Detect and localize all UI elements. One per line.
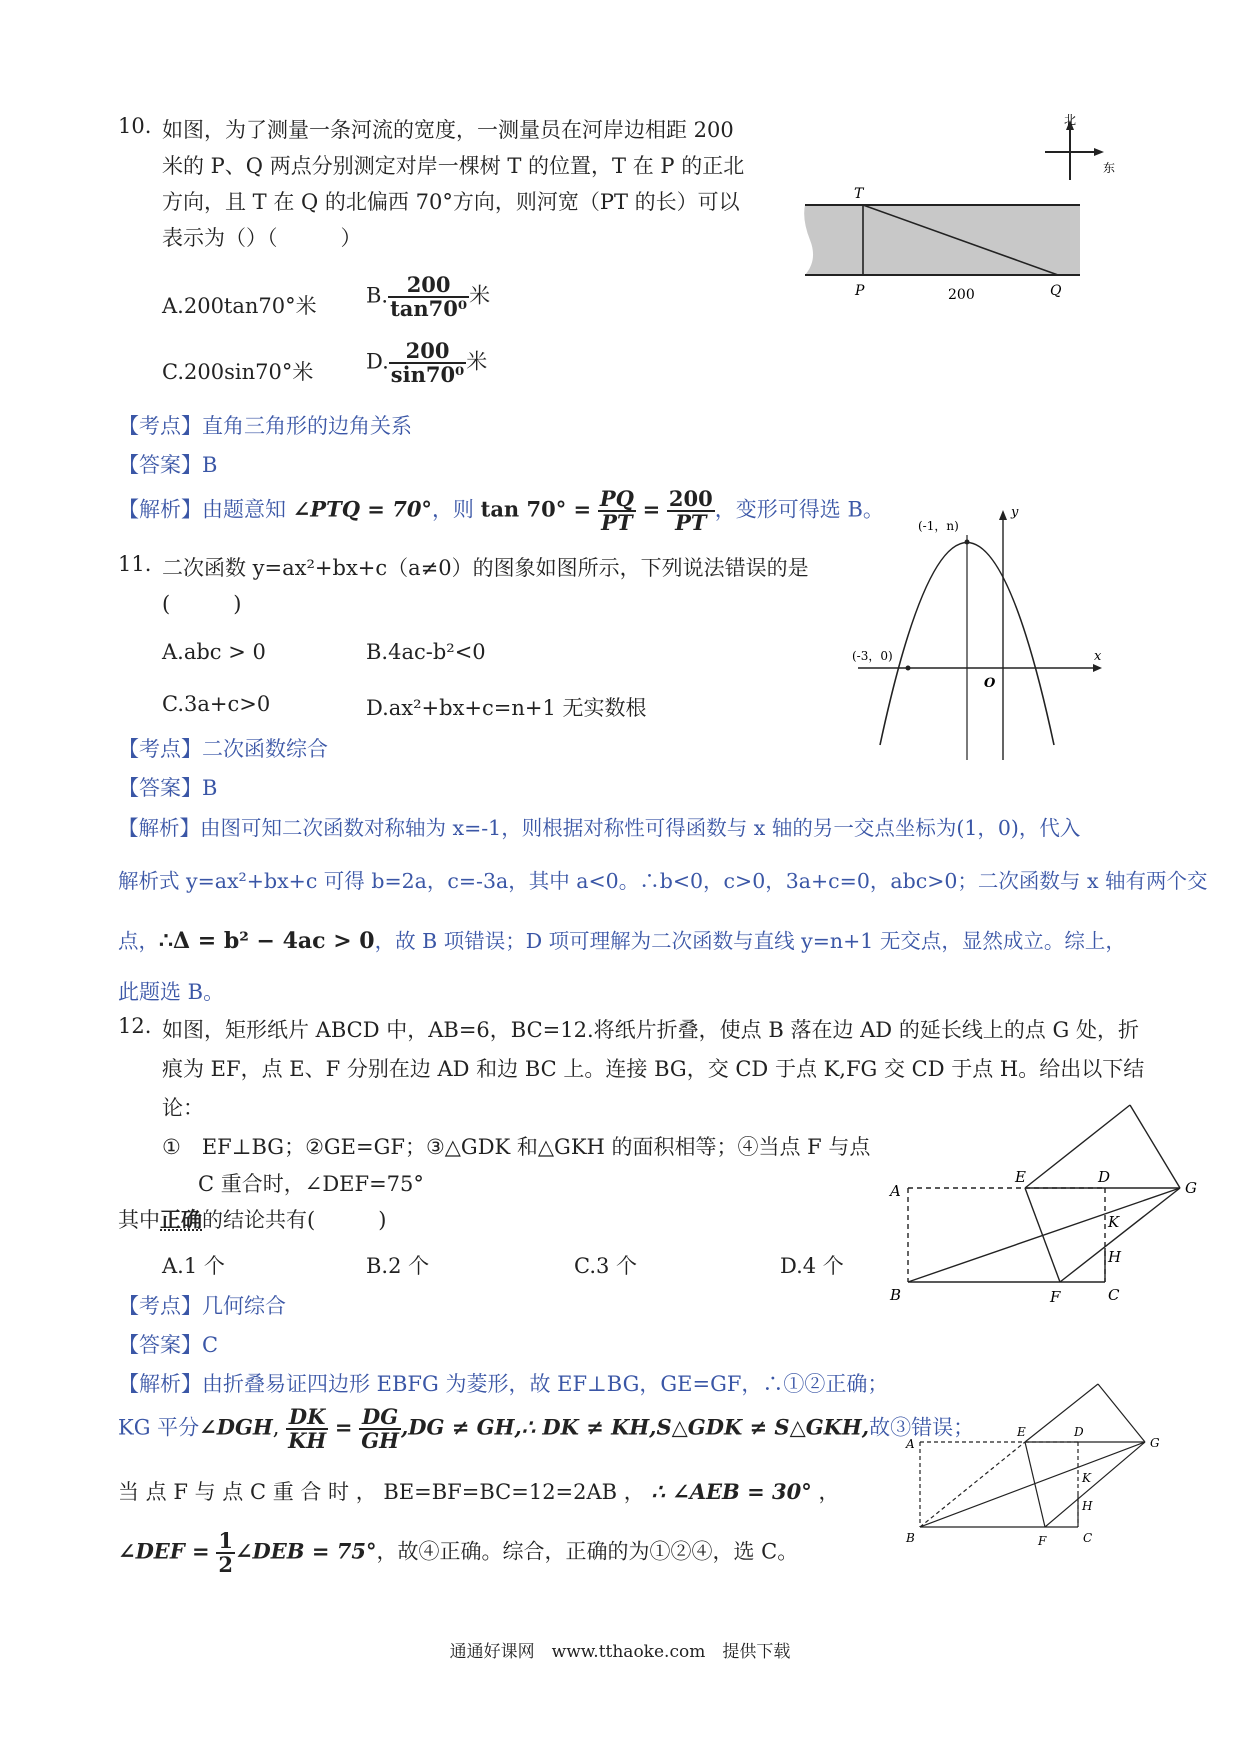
q12-option-c: C.3 个: [574, 1254, 638, 1278]
q12-j3-end: ，: [818, 1480, 840, 1504]
q10-stem-line2: 米的 P、Q 两点分别测定对岸一棵树 T 的位置，T 在 P 的正北: [162, 154, 745, 178]
q12-fig1-label-b: B: [890, 1286, 902, 1304]
q12-fig1-label-d: D: [1098, 1168, 1111, 1186]
q10-jiexi-frac1-den: PT: [601, 510, 633, 536]
q11-option-a: A.abc > 0: [162, 640, 266, 664]
q12-fig1-label-h: H: [1108, 1248, 1122, 1266]
q12-stem-line1: 如图，矩形纸片 ABCD 中，AB=6，BC=12.将纸片折叠，使点 B 落在边 AD 的延长线上的点 G 处，折: [162, 1018, 1139, 1042]
q10-jiexi-post: ，变形可得选 B。: [714, 497, 884, 522]
q10-option-d-denominator: sin70⁰: [390, 362, 465, 388]
q12-jiexi-line3: [118, 1476, 839, 1506]
q10-option-b: [366, 274, 490, 320]
q12-option-d: D.4 个: [780, 1254, 844, 1278]
q10-option-b-denominator: tan70⁰: [390, 296, 468, 322]
q12-stem-line2: 痕为 EF，点 E、F 分别在边 AD 和边 BC 上。连接 BG，交 CD 于点 K,FG 交 CD 于点 H。给出以下结: [162, 1057, 1145, 1081]
q12-option-b: B.2 个: [366, 1254, 430, 1278]
q10-stem-line1: 如图，为了测量一条河流的宽度，一测量员在河岸边相距 200: [162, 118, 734, 142]
q11-answer: 【答案】B: [118, 776, 218, 800]
q11-option-c: C.3a+c>0: [162, 692, 271, 716]
q12-j4-den: 2: [218, 1552, 233, 1578]
q10-fig-label-t: T: [854, 186, 864, 202]
q12-fold-figure-1: [880, 1100, 1210, 1320]
q11-fig-vertex-label: (-1，n): [918, 519, 959, 533]
q12-jiexi-line1: 【解析】由折叠易证四边形 EBFG 为菱形，故 EF⊥BG，GE=GF，∴①②正确；: [118, 1372, 889, 1396]
vertex-point: [965, 540, 970, 545]
y-axis-arrow-icon: [999, 510, 1007, 520]
q10-option-b-unit: 米: [469, 283, 491, 308]
q12-jiexi-line2: KG 平分∠DGH, $\frac{DK}{KH}$ = $\frac{DG}{GH}$ ,DG ≠ GH,∴ DK ≠ KH,S△GDK ≠ S△GKH,故③错误；: [118, 1404, 975, 1454]
q10-fig-north: 北: [1064, 113, 1077, 127]
q12-question-suffix: 的结论共有( ): [202, 1208, 387, 1232]
q10-jiexi: [118, 488, 884, 534]
q12-fig2-label-k: K: [1082, 1471, 1091, 1485]
q11-jiexi-line1: 【解析】由图可知二次函数对称轴为 x=-1，则根据对称性可得函数与 x 轴的另一交点坐标为(1，0)，代入: [118, 816, 1081, 840]
q12-j4-mid: ∠DEB = 75°: [234, 1538, 377, 1564]
q11-fig-y-label: y: [1011, 505, 1019, 520]
q10-answer: 【答案】B: [118, 453, 218, 477]
q12-jiexi-line4: [118, 1530, 798, 1576]
x-axis-arrow-icon: [1093, 664, 1102, 672]
q12-j2-prefix: KG 平分: [118, 1415, 200, 1440]
q12-conclusions-line1: ① EF⊥BG；②GE=GF；③△GDK 和△GKH 的面积相等；④当点 F 与点: [162, 1135, 871, 1159]
q10-option-d: [366, 340, 487, 386]
q12-j2-angle: ∠DGH: [199, 1414, 273, 1440]
q10-jiexi-tan: tan 70° =: [480, 496, 592, 522]
q10-jiexi-angle: ∠PTQ = 70°: [292, 496, 432, 522]
q12-fig2-label-f: F: [1038, 1534, 1047, 1548]
q10-river-figure: [800, 110, 1130, 310]
q12-fig1-label-g: G: [1185, 1179, 1197, 1197]
q10-option-b-numerator: 200: [388, 274, 469, 298]
page-footer: 通通好课网 www.tthaoke.com 提供下载: [449, 1642, 791, 1662]
q12-j2-rest: ,DG ≠ GH,∴ DK ≠ KH,S△GDK ≠ S△GKH,: [400, 1414, 870, 1440]
q10-option-d-numerator: 200: [389, 340, 467, 364]
q10-stem-line4: 表示为（）（ ）: [162, 226, 362, 250]
q11-jiexi3-math: ∴Δ = b² − 4ac > 0: [159, 928, 375, 954]
q10-option-c: C.200sin70°米: [162, 360, 314, 384]
q11-jiexi-line4: 此题选 B。: [118, 980, 225, 1004]
q11-fig-root-label: (-3，0): [852, 649, 893, 663]
q10-option-d-prefix: D.: [366, 349, 389, 374]
q11-jiexi-line2: 解析式 y=ax²+bx+c 可得 b=2a，c=-3a，其中 a<0。∴b<0，c>0，3a+c=0，abc>0；二次函数与 x 轴有两个交: [118, 869, 1208, 893]
q11-jiexi-line3: [118, 924, 1126, 954]
q12-j2-post: 故③错误；: [869, 1415, 975, 1440]
q10-jiexi-mid: ，则: [431, 497, 474, 522]
q12-j3-text: 当 点 F 与 点 C 重 合 时 ， BE=BF=BC=12=2AB ，: [118, 1480, 645, 1504]
q10-jiexi-prefix: 【解析】由题意知: [118, 497, 286, 522]
q10-jiexi-frac2-num: 200: [668, 486, 713, 511]
q12-question: [118, 1204, 386, 1234]
q12-conclusions-line2: C 重合时，∠DEF=75°: [198, 1172, 424, 1196]
q12-fig1-label-e: E: [1015, 1168, 1026, 1186]
q11-stem: 二次函数 y=ax²+bx+c（a≠0）的图象如图所示，下列说法错误的是: [162, 556, 809, 580]
q12-option-a: A.1 个: [162, 1254, 225, 1278]
q11-parabola-figure: [848, 500, 1112, 765]
q11-number: 11.: [118, 552, 152, 576]
q11-paren: ( ): [162, 592, 242, 616]
q12-fig2-label-d: D: [1074, 1425, 1084, 1439]
q10-jiexi-frac1-num: PQ: [599, 486, 634, 511]
q10-option-a: A.200tan70°米: [162, 294, 317, 318]
q10-number: 10.: [118, 114, 152, 138]
q10-kaodian: 【考点】直角三角形的边角关系: [118, 414, 412, 438]
q12-j2-eq: =: [334, 1414, 353, 1440]
q11-fig-origin-label: O: [984, 676, 996, 691]
q10-fig-label-q: Q: [1050, 283, 1062, 299]
q12-fig2-label-c: C: [1083, 1531, 1093, 1545]
q12-fig2-label-e: E: [1017, 1425, 1026, 1439]
q12-j2-frac2-den: GH: [361, 1428, 399, 1454]
q12-stem-line3: 论：: [162, 1096, 204, 1120]
q12-fig1-label-f: F: [1050, 1288, 1061, 1306]
q12-j4-prefix: ∠DEF =: [118, 1538, 210, 1564]
q12-fig2-label-g: G: [1150, 1436, 1160, 1450]
q12-fig1-label-k: K: [1108, 1213, 1120, 1231]
q12-j4-post: ，故④正确。综合，正确的为①②④，选 C。: [376, 1539, 799, 1564]
q12-j3-math: ∴ ∠AEB = 30°: [651, 1479, 812, 1504]
q12-kaodian: 【考点】几何综合: [118, 1294, 286, 1318]
q10-fig-east: 东: [1103, 161, 1116, 175]
q12-fig2-label-a: A: [906, 1437, 915, 1451]
q10-jiexi-eq: =: [642, 496, 661, 522]
q12-fig1-label-a: A: [890, 1182, 901, 1200]
q11-fig-x-label: x: [1094, 649, 1102, 664]
q12-question-prefix: 其中: [118, 1208, 160, 1232]
q11-option-b: B.4ac-b²<0: [366, 640, 486, 664]
q11-jiexi3-prefix: 点，: [118, 929, 159, 953]
q10-stem-line3: 方向，且 T 在 Q 的北偏西 70°方向，则河宽（PT 的长）可以: [162, 190, 740, 214]
q11-jiexi3-post: ，故 B 项错误；D 项可理解为二次函数与直线 y=n+1 无交点，显然成立。综上，: [374, 929, 1126, 953]
q12-j2-frac1-den: KH: [288, 1428, 327, 1454]
river-shape: [804, 205, 1080, 275]
q10-fig-distance: 200: [948, 287, 975, 303]
q12-j2-frac2-num: DG: [359, 1406, 401, 1430]
q12-number: 12.: [118, 1014, 152, 1038]
q12-j2-frac1-num: DK: [286, 1406, 328, 1430]
q12-answer: 【答案】C: [118, 1333, 219, 1357]
q12-fig2-label-b: B: [906, 1531, 915, 1545]
q12-question-emphasis: 正确: [160, 1207, 202, 1232]
q10-fig-label-p: P: [855, 283, 865, 299]
compass-icon: [1045, 120, 1104, 180]
q12-j4-num: 1: [218, 1528, 233, 1553]
q12-fig1-label-c: C: [1108, 1286, 1120, 1304]
q11-option-d: D.ax²+bx+c=n+1 无实数根: [366, 696, 647, 720]
q10-jiexi-frac2-den: PT: [675, 510, 707, 536]
q10-option-b-prefix: B.: [366, 283, 389, 308]
root-point: [906, 666, 911, 671]
q11-kaodian: 【考点】二次函数综合: [118, 737, 328, 761]
q10-option-d-unit: 米: [466, 349, 488, 374]
q12-fig2-label-h: H: [1082, 1499, 1093, 1513]
q12-fold-figure-2: [900, 1382, 1190, 1552]
